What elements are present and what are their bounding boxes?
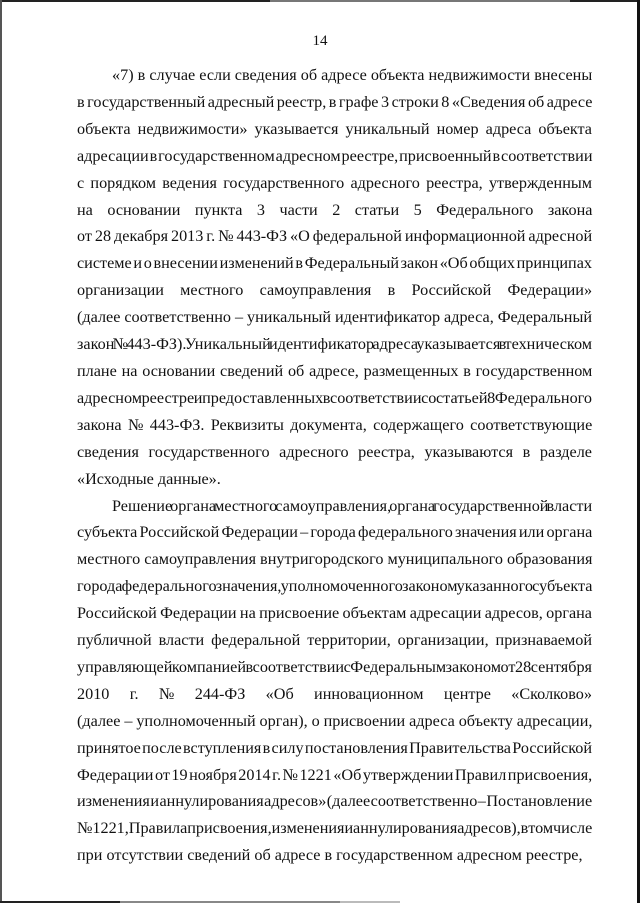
- scan-border-left: [0, 0, 2, 903]
- text-line: при отсутствии сведений об адресе в государственном адресном реестре,: [77, 846, 583, 865]
- text-line: изменения и аннулирования адресов» (далее соответственно – Постановление: [77, 792, 593, 811]
- text-line: закон № 443-ФЗ). Уникальный идентификатор адреса указывается в техническом: [77, 335, 592, 354]
- text-line: Федерации от 19 ноября 2014 г. № 1221 «Об утверждении Правил присвоения,: [77, 765, 593, 784]
- text-line: на основании пункта 3 части 2 статьи 5 Федерального закона: [77, 200, 593, 219]
- text-line: принятое после вступления в силу постановления Правительства Российской: [77, 738, 592, 757]
- text-line: в государственный адресный реестр, в графе 3 строки 8 «Сведения об адресе: [77, 92, 593, 111]
- text-line: организации местного самоуправления в Российской Федерации»: [77, 281, 593, 300]
- text-line: местного самоуправления внутригородского муниципального образования: [77, 550, 593, 569]
- text-line: плане на основании сведений об адресе, размещенных в государственном: [77, 361, 593, 380]
- text-line: публичной власти федеральной территории, организации, признаваемой: [77, 631, 592, 650]
- scan-border-top-light: [270, 0, 570, 2]
- text-line: адресном реестре и предоставленных в соответствии со статьей 8 Федерального: [77, 388, 592, 407]
- text-line: Российской Федерации на присвоение объектам адресации адресов, органа: [77, 604, 592, 623]
- text-line: субъекта Российской Федерации – города федерального значения или органа: [77, 523, 593, 542]
- paragraph-2: [77, 493, 592, 870]
- text-line: «Исходные данные».: [77, 469, 221, 488]
- text-line: № 1221, Правила присвоения, изменения и аннулирования адресов), в том числе: [77, 819, 593, 838]
- text-line: с порядком ведения государственного адресного реестра, утвержденным: [77, 173, 592, 192]
- text-line: объекта недвижимости» указывается уникальный номер адреса объекта: [77, 119, 592, 138]
- page-number: 14: [312, 33, 328, 49]
- text-line: 2010 г. № 244-ФЗ «Об инновационном центре «Сколково»: [77, 684, 592, 703]
- text-line: закона № 443-ФЗ. Реквизиты документа, содержащего соответствующие: [77, 415, 593, 434]
- text-line: управляющей компанией в соответствии с Федеральным законом от 28 сентября: [77, 657, 592, 676]
- text-line: (далее – уполномоченный орган), о присвоении адреса объекту адресации,: [77, 711, 593, 730]
- document-body: [77, 62, 592, 869]
- text-line: Решение органа местного самоуправления, органа государственной власти: [112, 496, 593, 515]
- paragraph-1: [77, 62, 592, 493]
- text-line: от 28 декабря 2013 г. № 443-ФЗ «О федеральной информационной адресной: [77, 227, 593, 246]
- text-line: (далее соответственно – уникальный идентификатор адреса, Федеральный: [77, 308, 592, 327]
- text-line: адресации в государственном адресном реестре, присвоенный в соответствии: [77, 146, 593, 165]
- text-line: «7) в случае если сведения об адресе объекта недвижимости внесены: [112, 66, 593, 84]
- text-line: города федерального значения, уполномоченного законом указанного субъекта: [77, 577, 593, 596]
- text-line: системе и о внесении изменений в Федеральный закон «Об общих принципах: [77, 254, 592, 273]
- text-line: сведения государственного адресного реестра, указываются в разделе: [77, 442, 592, 461]
